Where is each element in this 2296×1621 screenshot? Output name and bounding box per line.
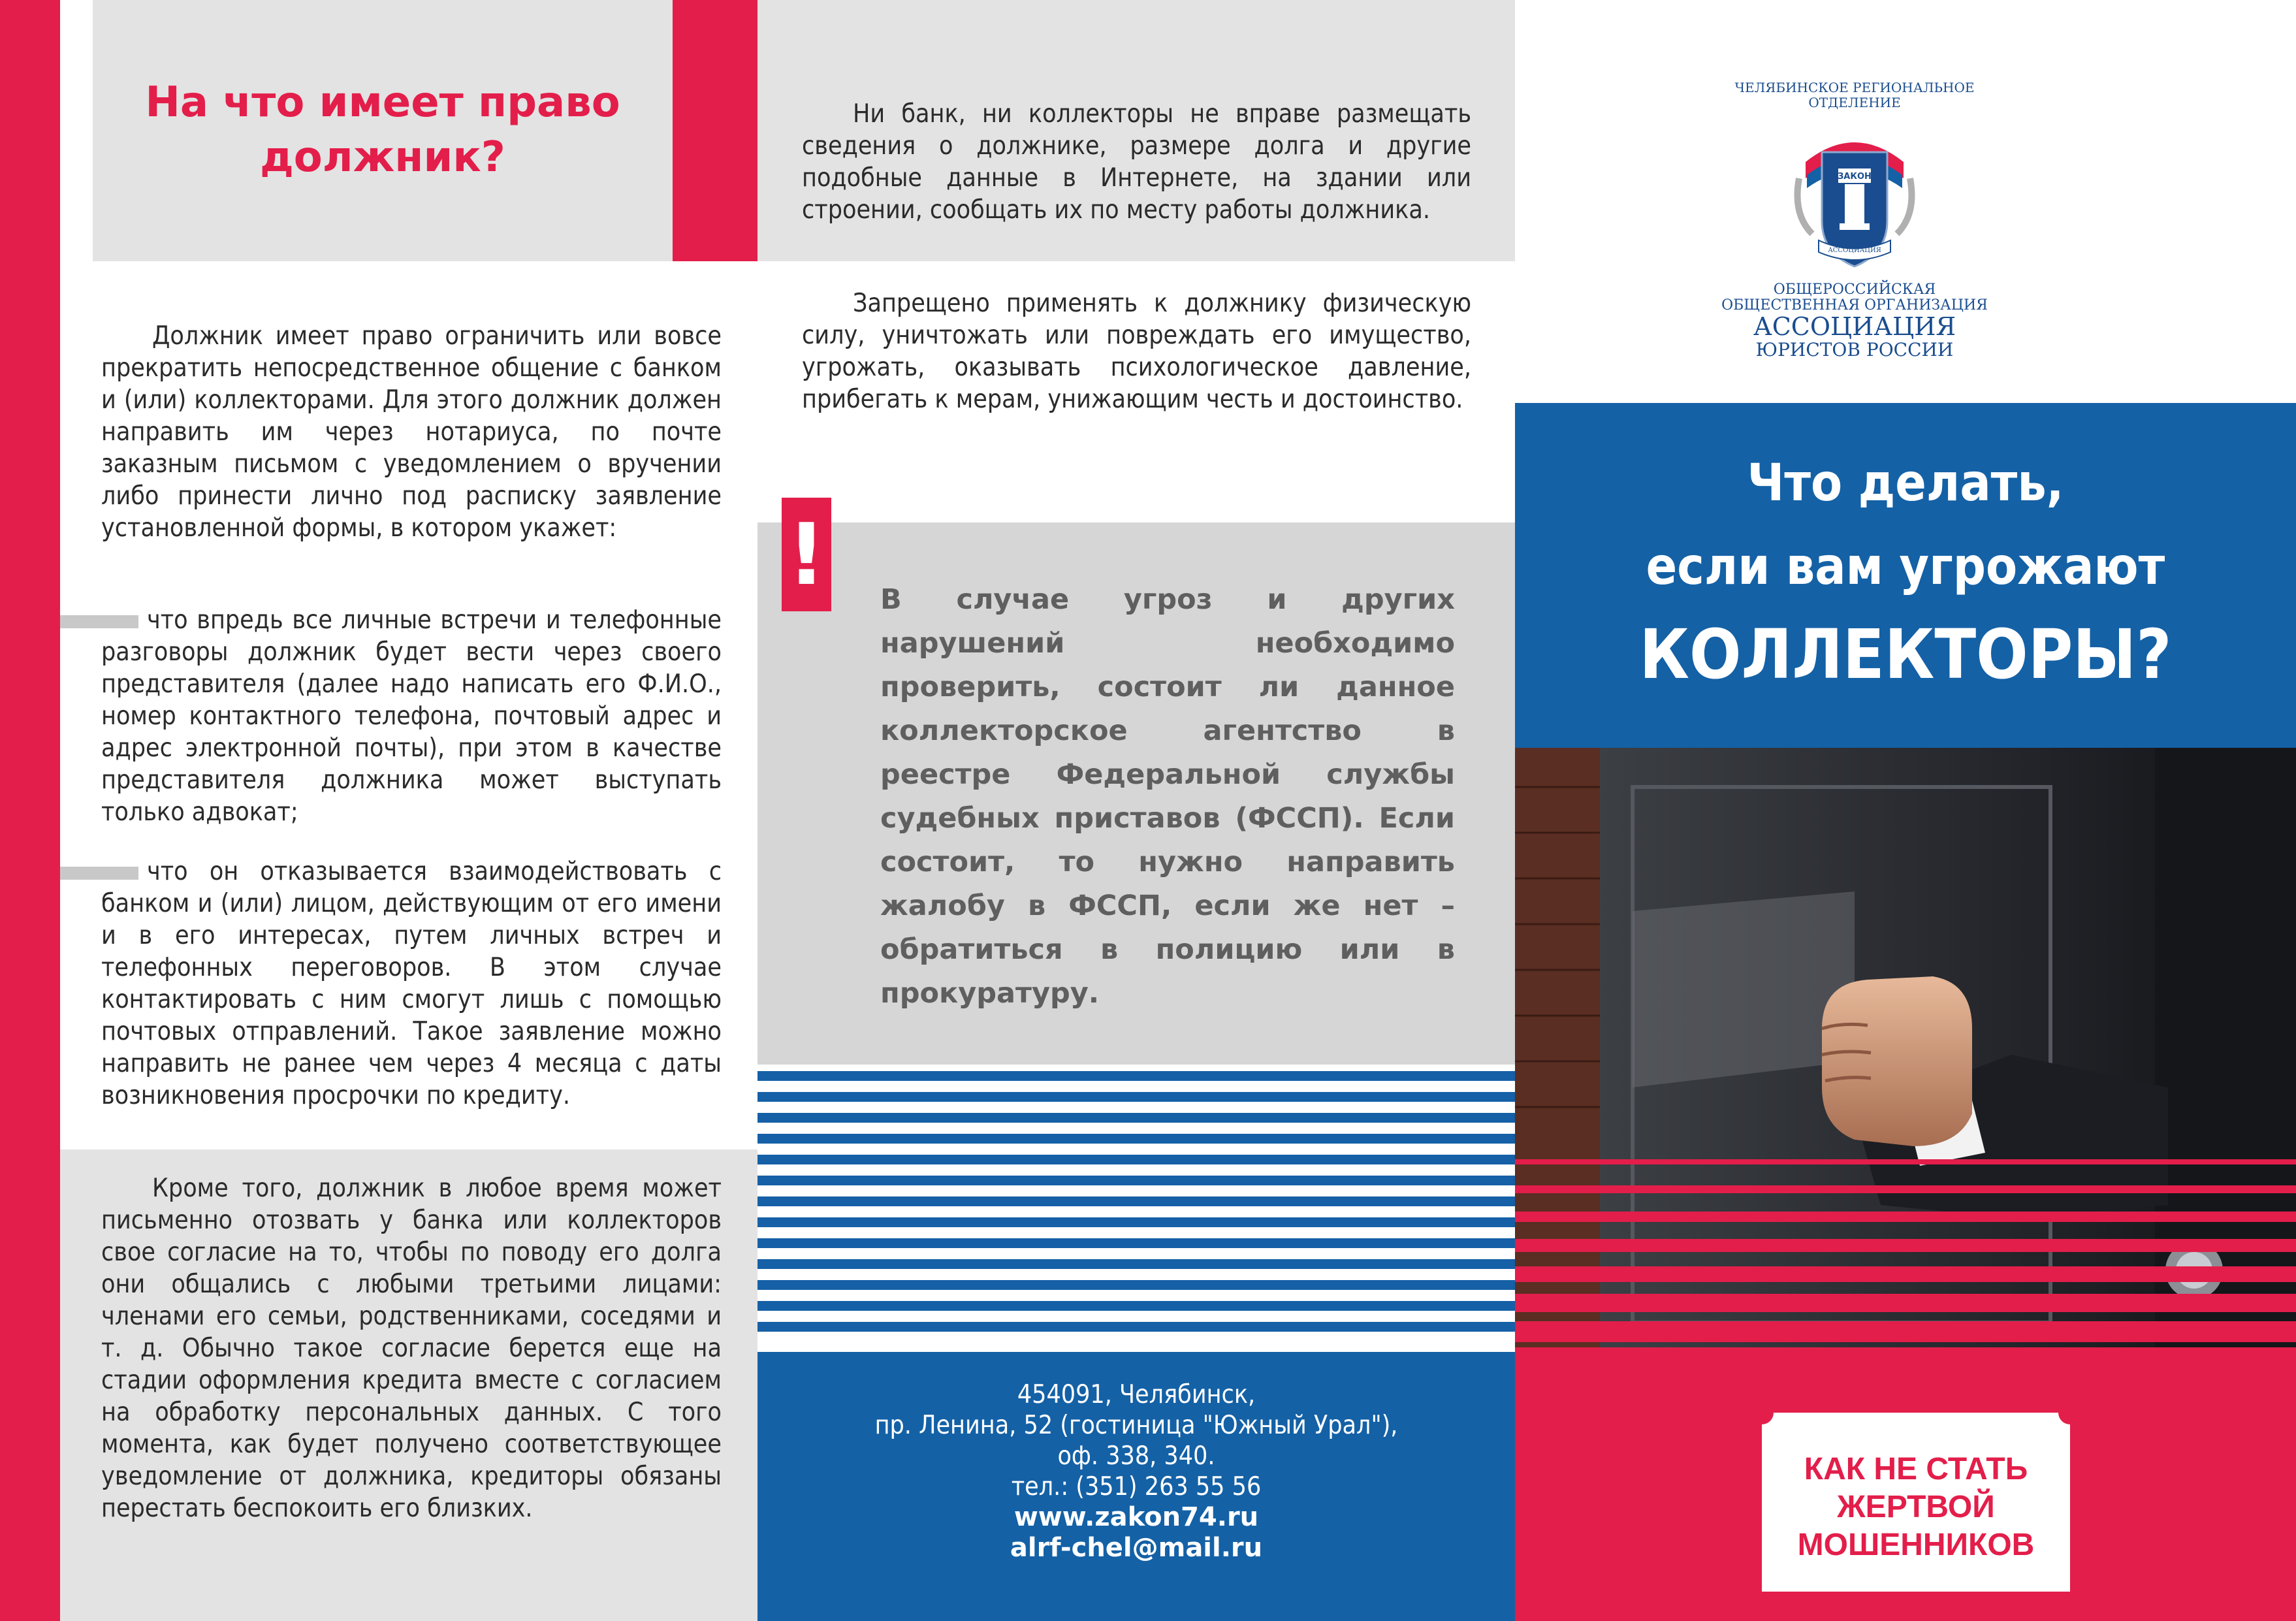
stripe (757, 1071, 1515, 1081)
stripe (757, 1155, 1515, 1164)
contact-address-city: 454091, Челябинск, (1017, 1380, 1256, 1409)
bullet-item-1 (101, 604, 722, 828)
contact-email-link[interactable]: alrf-chel@mail.ru (1010, 1533, 1263, 1563)
violence-text: Запрещено применять к должнику физическую силу, уничтожать или повреждать его имущество, угрожать, оказывать психологическое давление, прибегать к мерам, унижающим честь и достоинство. (802, 289, 1471, 414)
red-band-bottom (0, 1149, 60, 1621)
series-title-line3: МОШЕННИКОВ (1797, 1528, 2035, 1562)
series-title-line1: КАК НЕ СТАТЬ (1804, 1452, 2028, 1486)
exclamation-icon: ! (782, 498, 831, 611)
intro-paragraph (101, 320, 722, 544)
series-card (1762, 1413, 2070, 1592)
org-name-line2: ЮРИСТОВ РОССИИ (1755, 339, 1954, 361)
additional-text: Кроме того, должник в любое время может письменно отозвать у банка или коллекторов свое согласие на то, чтобы по поводу его долга они общались с любыми третьими лицами: членами его семьи, родственниками, соседями и т. д. Обычно такое согласие берется еще на стадии оформления кредита вместе с согласием на обработку персональных данных. С того момента, как будет получено соответствующее уведомление от должника, кредиторы обязаны перестать беспокоить его близких. (101, 1174, 722, 1523)
disclosure-text: Ни банк, ни коллекторы не вправе размещать сведения о должнике, размере долга и другие подобные данные в Интернете, на здании или строении, сообщать их по месту работы должника. (802, 99, 1471, 225)
stripe (757, 1176, 1515, 1185)
stripe (757, 1092, 1515, 1102)
org-name-line1: АССОЦИАЦИЯ (1753, 312, 1956, 341)
photo-knocking-hand (1515, 748, 2296, 1358)
stripe (757, 1113, 1515, 1123)
panel-prohibitions (757, 0, 1515, 1621)
org-type-line1: ОБЩЕРОССИЙСКАЯ (1773, 281, 1936, 298)
intro-text: Должник имеет право ограничить или вовсе прекратить непосредственное общение с банком и (или) коллекторами. Для этого должник должен направить им через нотариуса, по почте заказным письмом с уведомлением о вручении либо принести лично под расписку заявление установленной формы, в котором укажет: (101, 321, 722, 543)
svg-text:ЗАКОН: ЗАКОН (1838, 172, 1872, 182)
contact-address-office: оф. 338, 340. (1057, 1441, 1215, 1471)
org-type-line2: ОБЩЕСТВЕННАЯ ОРГАНИЗАЦИЯ (1721, 297, 1988, 313)
knocking-hand-image (1515, 748, 2296, 1358)
stripe (757, 1134, 1515, 1144)
warning-text: В случае угроз и других нарушений необходимо проверить, состоит ли данное коллекторское агентство в реестре Федеральной службы судебных приставов (ФССП). Если состоит, то нужно направить жалобу в ФССП, если же нет – обратиться в полицию или в прокуратуру. (880, 583, 1455, 1010)
contact-address-street: пр. Ленина, 52 (гостиница "Южный Урал"), (874, 1411, 1398, 1440)
stripe (757, 1301, 1515, 1311)
emblem-icon (1793, 116, 1917, 280)
stripe (757, 1217, 1515, 1227)
panel-debtor-rights (0, 0, 757, 1621)
title-line2: если вам угрожают (1646, 538, 2165, 596)
bullet-text: что он отказывается взаимодействовать с банком и (или) лицом, действующим от его имени и в его интересах, путем личных встреч и телефонных переговоров. В этом случае контактировать с ним смогут лишь с помощью почтовых отправлений. Такое заявление можно направить не ранее чем через 4 месяца с даты возникновения просрочки по кредиту. (101, 857, 722, 1110)
svg-text:АССОЦИАЦИЯ: АССОЦИАЦИЯ (1828, 247, 1881, 254)
stripe (757, 1238, 1515, 1248)
series-title-line2: ЖЕРТВОЙ (1837, 1490, 1995, 1524)
org-region-line2: ОТДЕЛЕНИЕ (1808, 95, 1901, 110)
title-line1: Что делать, (1747, 454, 2064, 513)
disclosure-paragraph (802, 98, 1471, 226)
violence-paragraph (802, 287, 1471, 415)
stripe (757, 1196, 1515, 1206)
contact-website-link[interactable]: www.zakon74.ru (1013, 1502, 1259, 1532)
stripe (757, 1322, 1515, 1332)
stripe (757, 1259, 1515, 1269)
panel-cover (1515, 0, 2296, 1621)
stripe (757, 1280, 1515, 1290)
association-emblem (1793, 116, 1917, 280)
contact-phone: тел.: (351) 263 55 56 (1011, 1472, 1262, 1501)
org-region-line1: ЧЕЛЯБИНСКОЕ РЕГИОНАЛЬНОЕ (1734, 80, 1975, 95)
bullet-text: что впредь все личные встречи и телефонные разговоры должник будет вести через своего представителя (далее надо написать его Ф.И.О., номер контактного телефона, почтовый адрес и адрес электронной почты), при этом в качестве представителя должника может выступать только адвокат; (101, 605, 722, 827)
section-heading: На что имеет право должник? (145, 78, 620, 182)
bullet-item-2 (101, 856, 722, 1112)
title-line3: КОЛЛЕКТОРЫ? (1639, 615, 2172, 694)
red-band-right (673, 0, 757, 261)
additional-paragraph (101, 1172, 722, 1524)
